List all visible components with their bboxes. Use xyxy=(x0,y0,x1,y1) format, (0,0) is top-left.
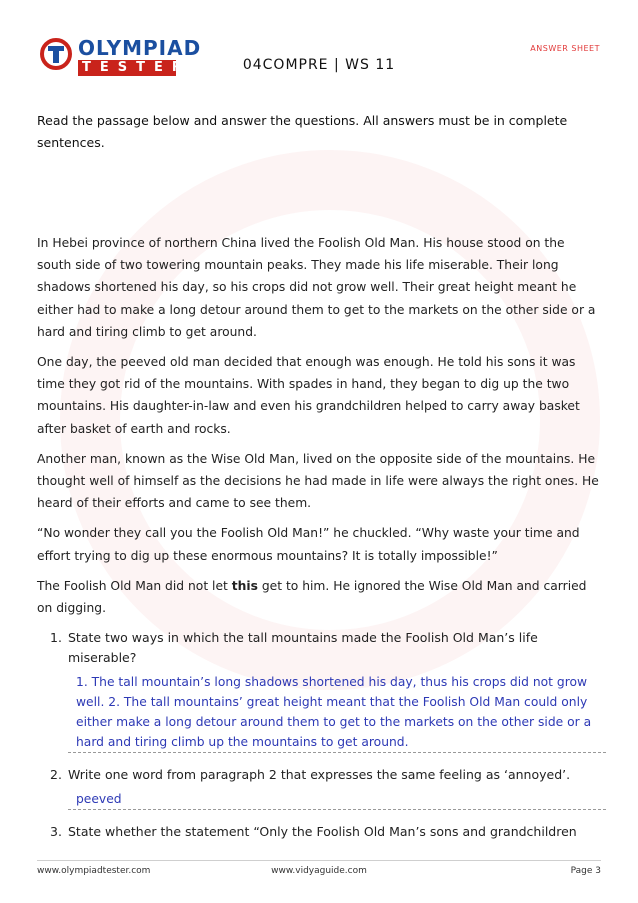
passage-paragraph-3: Another man, known as the Wise Old Man, lived on the opposite side of the mountains. He thought well of himself as the decisions he had made in life were always the right ones. He heard of their efforts and came to see them. xyxy=(37,451,599,511)
answer-sheet-label: ANSWER SHEET xyxy=(530,44,600,53)
question-number: 2. xyxy=(50,767,62,782)
page-number: Page 3 xyxy=(570,866,601,876)
logo-wordmark-bottom: TESTER xyxy=(78,60,176,76)
answer-1: 1. The tall mountain’s long shadows shortened his day, thus his crops did not grow well. 2. The tall mountains’ great height meant that the Foolish Old Man could only either make a long detour around them to get to the markets on the other side or a hard and tiring climb up the mountains to get around. xyxy=(68,668,606,753)
logo-wordmark-top: OLYMPIAD xyxy=(78,36,202,60)
passage-text: The Foolish Old Man did not let xyxy=(37,578,232,593)
question-1 xyxy=(50,628,606,753)
question-text: State two ways in which the tall mountains made the Foolish Old Man’s life miserable? xyxy=(68,630,538,665)
passage-text: get to him. He ignored the Wise Old Man and carried on digging. xyxy=(37,578,587,616)
passage-paragraph-4: “No wonder they call you the Foolish Old Man!” he chuckled. “Why waste your time and effort trying to dig up these enormous mountains? It is totally impossible!” xyxy=(37,526,580,563)
passage-paragraph-5 xyxy=(37,575,599,619)
question-number: 3. xyxy=(50,824,62,839)
worksheet-title: 04COMPRE | WS 11 xyxy=(242,57,396,73)
answer-2: peeved xyxy=(68,785,606,810)
passage-paragraph-2: One day, the peeved old man decided that enough was enough. He told his sons it was time they got rid of the mountains. With spades in hand, they began to dig up the two mountains. His daughter-in-law and even his grandchildren helped to carry away basket after basket of earth and rocks. xyxy=(37,355,580,436)
passage xyxy=(37,232,599,627)
footer-divider xyxy=(37,860,601,861)
question-text: Write one word from paragraph 2 that expresses the same feeling as ‘annoyed’. xyxy=(68,767,571,782)
question-list xyxy=(50,628,606,842)
passage-paragraph-1: In Hebei province of northern China lived the Foolish Old Man. His house stood on the south side of two towering mountain peaks. They made his life miserable. Their long shadows shortened his day, so his crops did not grow well. Their great height meant he either had to make a long detour around them to get to the markets on the other side or a hard and tiring climb to get around. xyxy=(37,236,596,339)
footer-center-link[interactable]: www.vidyaguide.com xyxy=(271,866,367,876)
footer-left-link[interactable]: www.olympiadtester.com xyxy=(37,866,151,876)
question-number: 1. xyxy=(50,630,62,645)
question-text: State whether the statement “Only the Foolish Old Man’s sons and grandchildren xyxy=(68,824,577,839)
passage-bold-word: this xyxy=(231,578,258,593)
question-2 xyxy=(50,765,606,810)
instructions: Read the passage below and answer the questions. All answers must be in complete sentences. xyxy=(37,113,568,150)
question-3 xyxy=(50,822,606,842)
